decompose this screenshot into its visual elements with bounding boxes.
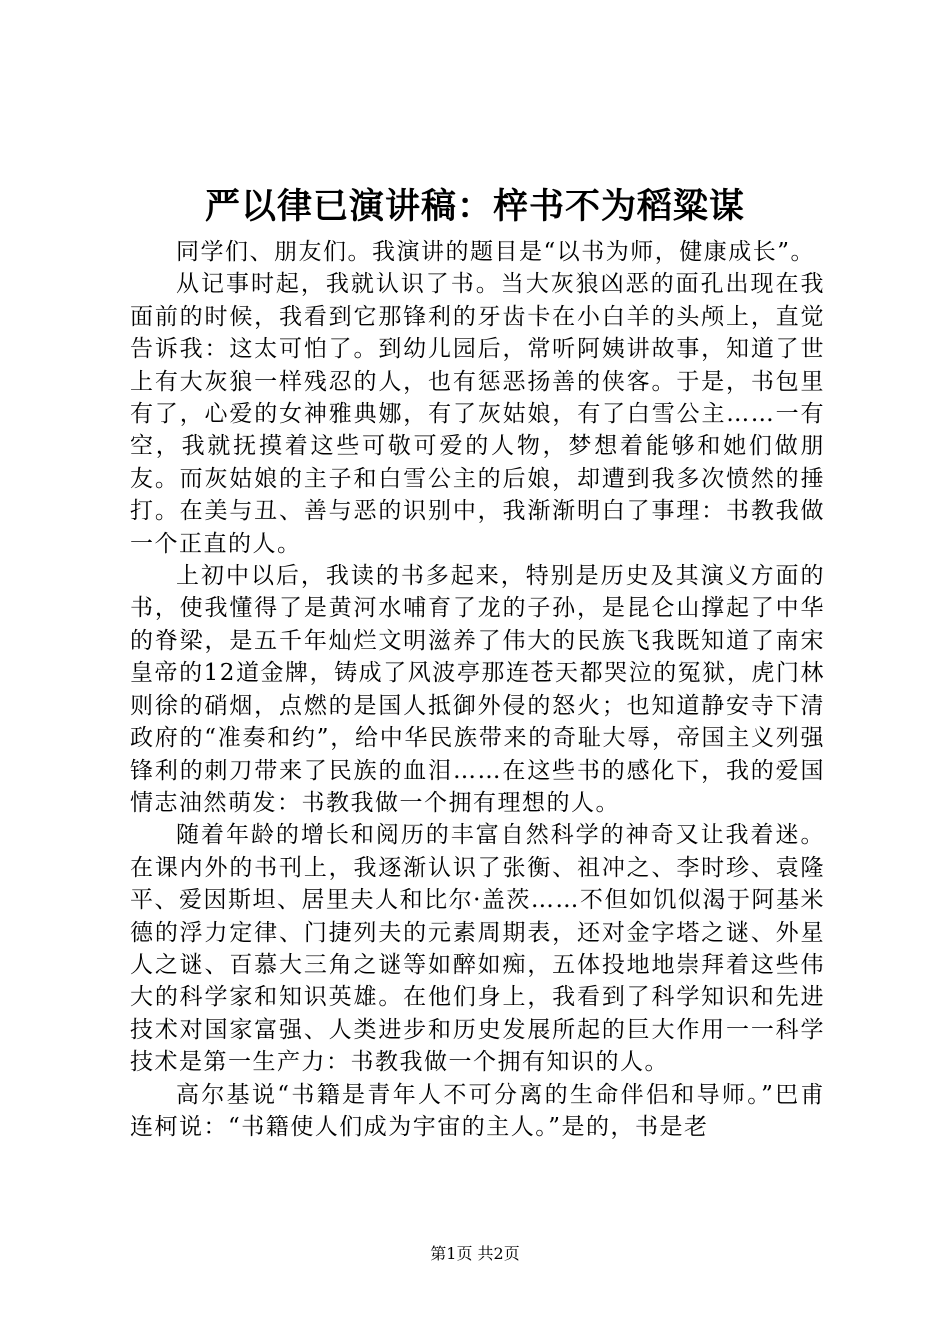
paragraph-greeting: 同学们、朋友们。我演讲的题目是“以书为师，健康成长”。 (176, 239, 816, 265)
page-footer: 第1页 共2页 (430, 1244, 520, 1263)
document-body (130, 236, 825, 1143)
paragraph-childhood: 从记事时起，我就认识了书。当大灰狼凶恶的面孔出现在我面前的时候，我看到它那锋利的牙齿卡在小白羊的头颅上，直觉告诉我：这太可怕了。到幼儿园后，常听阿姨讲故事，知道了世上有大灰狼一样残忍的人，也有惩恶扬善的侠客。于是，书包里有了，心爱的女神雅典娜，有了灰姑娘，有了白雪公主……一有空，我就抚摸着这些可敬可爱的人物，梦想着能够和她们做朋友。而灰姑娘的主子和白雪公主的后娘，却遭到我多次愤然的捶打。在美与丑、善与恶的识别中，我渐渐明白了事理：书教我做一个正直的人。 (130, 271, 825, 557)
paragraph-quotes: 高尔基说“书籍是青年人不可分离的生命伴侣和导师。”巴甫连柯说：“书籍使人们成为宇宙的主人。”是的，书是老 (130, 1081, 825, 1140)
paragraph-middle-school: 上初中以后，我读的书多起来，特别是历史及其演义方面的书，使我懂得了是黄河水哺育了龙的子孙，是昆仑山撑起了中华的脊梁，是五千年灿烂文明滋养了伟大的民族飞我既知道了南宋皇帝的12道金牌，铸成了风波亭那连苍天都哭泣的冤狱，虎门林则徐的硝烟，点燃的是国人抵御外侵的怒火；也知道静安寺下清政府的“准奏和约”，给中华民族带来的奇耻大辱，帝国主义列强锋利的刺刀带来了民族的血泪……在这些书的感化下，我的爱国情志油然萌发：书教我做一个拥有理想的人。 (130, 563, 825, 816)
paragraph-science: 随着年龄的增长和阅历的丰富自然科学的神奇又让我着迷。在课内外的书刊上，我逐渐认识了张衡、祖冲之、李时珍、袁隆平、爱因斯坦、居里夫人和比尔·盖茨……不但如饥似渴于阿基米德的浮力定律、门捷列夫的元素周期表，还对金字塔之谜、外星人之谜、百慕大三角之谜等如醉如痴，五体投地地崇拜着这些伟大的科学家和知识英雄。在他们身上，我看到了科学知识和先进技术对国家富强、人类进步和历史发展所起的巨大作用一一科学技术是第一生产力：书教我做一个拥有知识的人。 (130, 822, 825, 1076)
document-title: 严以律已演讲稿：梓书不为稻粱谋 (204, 186, 745, 227)
